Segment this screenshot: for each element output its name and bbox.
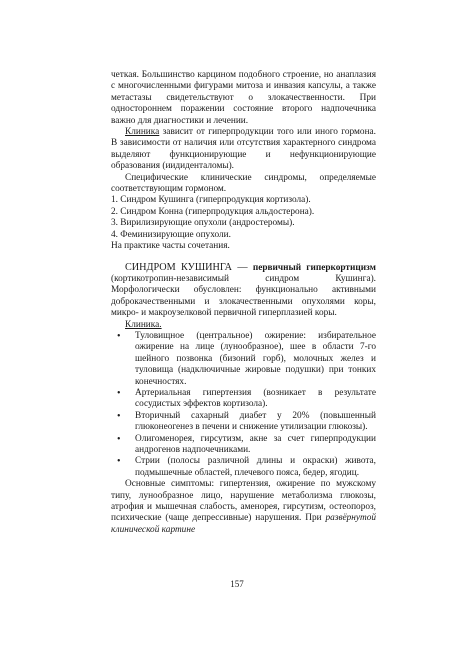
- bullet-icon: •: [117, 433, 121, 445]
- page-number: 157: [230, 579, 244, 589]
- main-symptoms-text: Основные симптомы: гипертензия, ожирение по мужскому типу, лунообразное лицо, нарушение метаболизма глюкозы, атрофия и мышечная слабость, аменорея, гирсутизм, остеопороз, психические (чаще депрессивные) нарушения. При: [111, 479, 376, 524]
- bullet-item: [111, 411, 376, 434]
- list-item: 3. Вирилизирующие опухоли (андростеромы).: [111, 218, 295, 229]
- section-title: СИНДРОМ КУШИНГА —: [125, 261, 253, 273]
- bullet-text: Олигоменорея, гирсутизм, акне за счет гиперпродукции андрогенов надпочечниками.: [135, 433, 376, 455]
- bullet-text: Стрии (полосы различной длины и окраски) живота, подмышечные областей, плечевого пояса, бедер, ягодиц.: [135, 456, 376, 478]
- bullet-text: Артериальная гипертензия (возникает в результате сосудистых эффектов кортизола).: [135, 387, 376, 410]
- main-symptoms-italic: развёрнутой клинической картине: [111, 513, 376, 535]
- bullet-text: Туловищное (центральное) ожирение: избирательное ожирение на лице (лунообразное), шее в области 7-го шейного позвонка (бизоний горб), молочных желез и туловища (надключичные жировые подушки) при тонких конечностях.: [135, 330, 376, 387]
- section-definition: (кортикотропин-независимый синдром Кушинга). Морфологически обусловлен: функционально активными доброкачественными и злокачественными опухолями коры, микро- и макроузелковой первичной гиперплазией коры.: [111, 273, 376, 319]
- paragraph-cushing: [111, 262, 376, 320]
- paragraph-clinic-intro: [111, 127, 376, 173]
- paragraph-combinations: На практике часты сочетания.: [111, 241, 230, 252]
- bullet-item: [111, 434, 376, 457]
- bullet-item: [111, 331, 376, 388]
- bullet-item: [111, 456, 376, 479]
- clinic-intro-text: зависит от гиперпродукции того или иного гормона. В зависимости от наличия или отсутствия характерного синдрома выделяют функционирующие и нефункционирующие образования (иидиденталомы).: [111, 127, 376, 172]
- paragraph-main-symptoms: [111, 479, 376, 536]
- paragraph-syndromes: Специфические клинические синдромы, определяемые соответствующим гормоном.: [111, 172, 376, 195]
- bullet-icon: •: [117, 387, 121, 399]
- text-column: [111, 70, 376, 536]
- bullet-icon: •: [117, 410, 121, 422]
- bullet-icon: •: [117, 330, 121, 342]
- bullet-text: Вторичный сахарный диабет у 20% (повышенный глюконеогенез в печени и снижение утилизации глюкозы).: [135, 410, 376, 433]
- bullet-icon: •: [117, 456, 121, 468]
- list-item: 4. Феминизирующие опухоли.: [111, 229, 231, 240]
- paragraph-carcinoma: четкая. Большинство карцином подобного строение, но анаплазия с многочисленными фигурами митоза и инвазия капсулы, а также метастазы свидетельствуют о злокачественности. При одностороннем поражении состояние второго надпочечника важно для диагностики и лечении.: [111, 70, 376, 126]
- clinic-term: Клиника: [125, 127, 160, 138]
- bullet-item: [111, 388, 376, 411]
- section-term: первичный гиперкортицизм: [252, 262, 376, 273]
- clinic-heading: Клиника.: [125, 319, 162, 330]
- list-item: 2. Синдром Конна (гиперпродукция альдостерона).: [111, 206, 315, 217]
- list-item: 1. Синдром Кушинга (гиперпродукция кортизола).: [111, 195, 311, 206]
